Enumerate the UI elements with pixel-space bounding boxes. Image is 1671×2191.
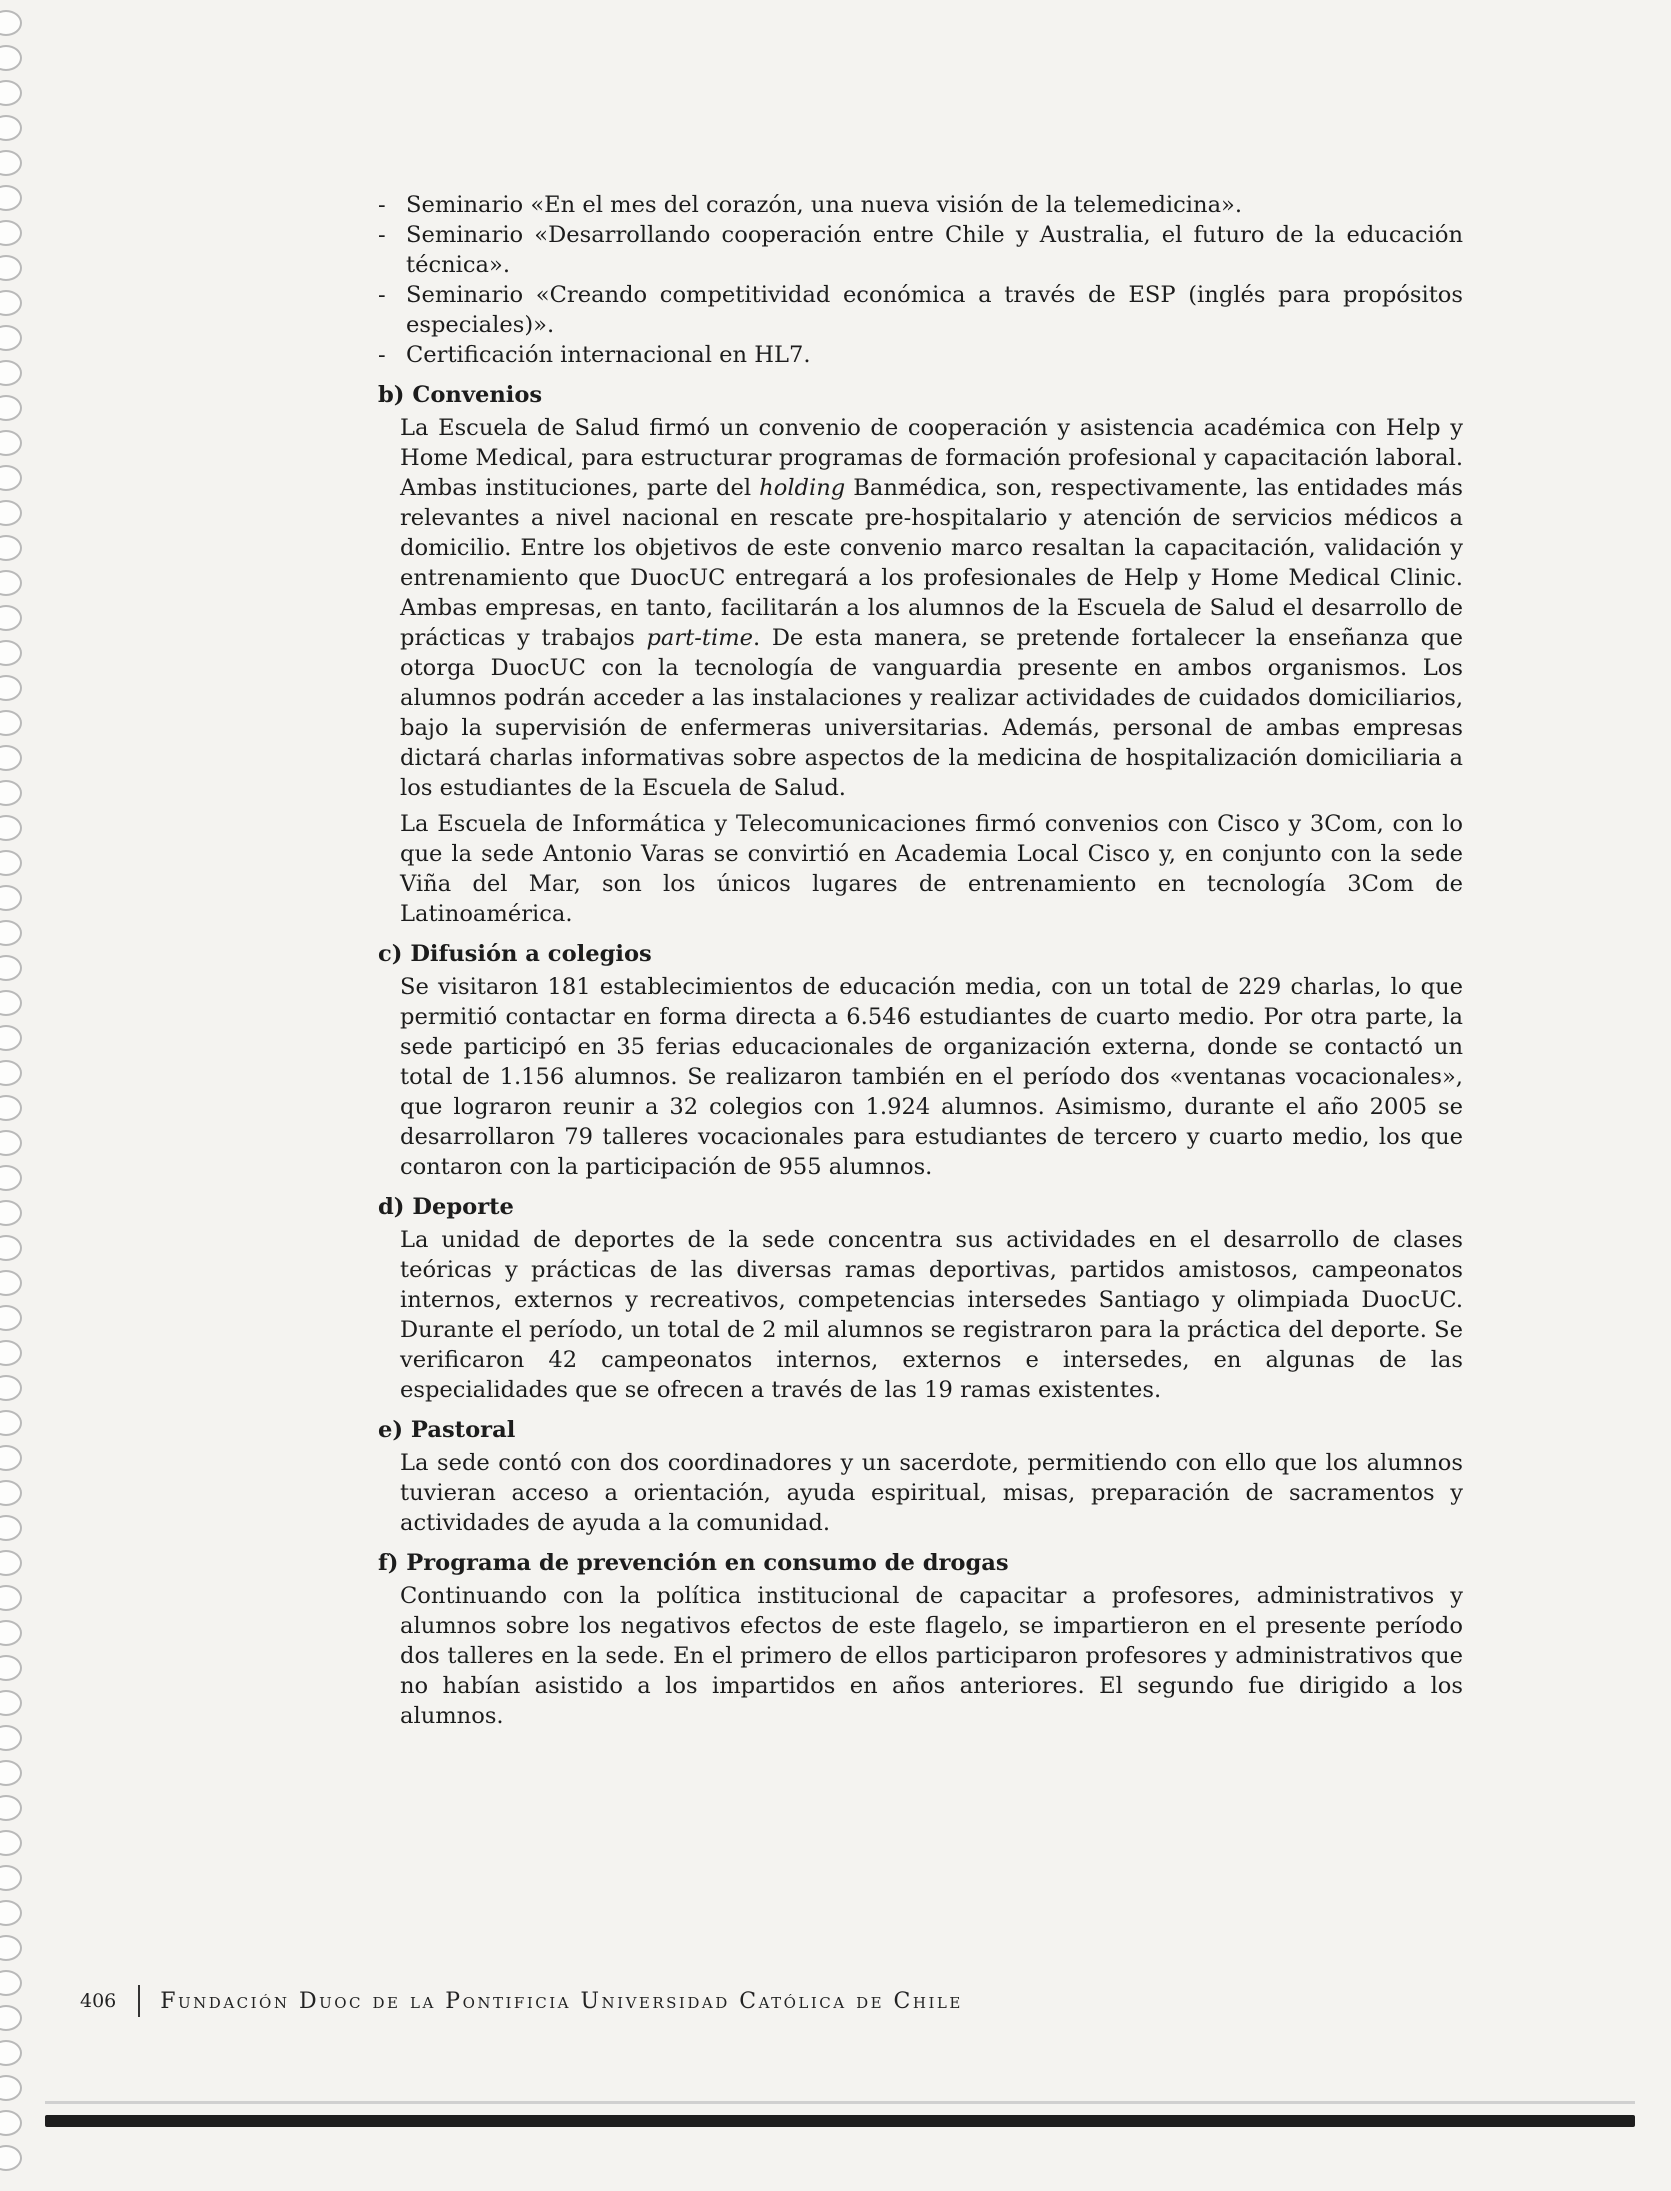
binding-hole bbox=[0, 1865, 22, 1891]
paragraph: Continuando con la política institucional de capacitar a profesores, administrativos y alumnos sobre los negativos efectos de este flagelo, se impartieron en el presente período dos talleres en la sede. En el primero de ellos participaron profesores y administrativos que no habían asistido a los impartidos en años anteriores. El segundo fue dirigido a los alumnos. bbox=[400, 1583, 1463, 1729]
binding-hole bbox=[0, 500, 22, 526]
binding-hole bbox=[0, 2005, 22, 2031]
binding-hole bbox=[0, 430, 22, 456]
paragraph: La Escuela de Informática y Telecomunicaciones firmó convenios con Cisco y 3Com, con lo que la sede Antonio Varas se convirtió en Academia Local Cisco y, en conjunto con la sede Viña del Mar, son los únicos lugares de entrenamiento en tecnología 3Com de Latinoamérica. bbox=[400, 811, 1463, 927]
section-convenios bbox=[378, 380, 1463, 929]
binding-hole bbox=[0, 2110, 22, 2136]
bottom-rule bbox=[45, 2115, 1635, 2127]
binding-hole bbox=[0, 1550, 22, 1576]
binding-hole bbox=[0, 1760, 22, 1786]
binding-hole bbox=[0, 255, 22, 281]
binding-hole bbox=[0, 1935, 22, 1961]
seminar-list bbox=[378, 190, 1463, 370]
binding-hole bbox=[0, 1200, 22, 1226]
footer-title: Fundación Duoc de la Pontificia Universidad Católica de Chile bbox=[160, 1988, 963, 2014]
binding-hole bbox=[0, 1480, 22, 1506]
binding-hole bbox=[0, 640, 22, 666]
binding-hole bbox=[0, 850, 22, 876]
binding-hole bbox=[0, 45, 22, 71]
binding-hole bbox=[0, 1900, 22, 1926]
binding-hole bbox=[0, 1585, 22, 1611]
paragraph: La Escuela de Salud firmó un convenio de cooperación y asistencia académica con Help y Home Medical, para estructurar programas de formación profesional y capacitación laboral. Ambas instituciones, parte del holding Banmédica, son, respectivamente, las entidades más relevantes a nivel nacional en rescate pre-hospitalario y atención de servicios médicos a domicilio. Entre los objetivos de este convenio marco resaltan la capacitación, validación y entrenamiento que DuocUC entregará a los profesionales de Help y Home Medical Clinic. Ambas empresas, en tanto, facilitarán a los alumnos de la Escuela de Salud el desarrollo de prácticas y trabajos part-time. De esta manera, se pretende fortalecer la enseñanza que otorga DuocUC con la tecnología de vanguardia presente en ambos organismos. Los alumnos podrán acceder a las instalaciones y realizar actividades de cuidados domiciliarios, bajo la supervisión de enfermeras universitarias. Además, personal de ambas empresas dictará charlas informativas sobre aspectos de la medicina de hospitalización domiciliaria a los estudiantes de la Escuela de Salud. bbox=[400, 415, 1463, 801]
footer-divider bbox=[138, 1985, 140, 2017]
spiral-binding bbox=[0, 10, 26, 2180]
binding-hole bbox=[0, 1690, 22, 1716]
binding-hole bbox=[0, 395, 22, 421]
binding-hole bbox=[0, 1655, 22, 1681]
binding-hole bbox=[0, 745, 22, 771]
binding-hole bbox=[0, 1725, 22, 1751]
bottom-rule-thin bbox=[45, 2101, 1635, 2104]
list-item: - Seminario «Creando competitividad económica a través de ESP (inglés para propósitos especiales)». bbox=[378, 280, 1463, 340]
binding-hole bbox=[0, 1235, 22, 1261]
binding-hole bbox=[0, 1410, 22, 1436]
binding-hole bbox=[0, 1970, 22, 1996]
list-item: - Certificación internacional en HL7. bbox=[378, 340, 1463, 370]
section-heading: c) Difusión a colegios bbox=[378, 941, 652, 967]
page-number: 406 bbox=[80, 1990, 117, 2012]
page-footer bbox=[80, 1985, 963, 2017]
binding-hole bbox=[0, 1060, 22, 1086]
binding-hole bbox=[0, 220, 22, 246]
binding-hole bbox=[0, 780, 22, 806]
paragraph: La unidad de deportes de la sede concentra sus actividades en el desarrollo de clases teóricas y prácticas de las diversas ramas deportivas, partidos amistosos, campeonatos internos, externos y recreativos, competencias intersedes Santiago y olimpiada DuocUC. Durante el período, un total de 2 mil alumnos se registraron para la práctica del deporte. Se verificaron 42 campeonatos internos, externos e intersedes, en algunas de las especialidades que se ofrecen a través de las 19 ramas existentes. bbox=[400, 1227, 1463, 1403]
section-deporte bbox=[378, 1192, 1463, 1405]
section-drogas bbox=[378, 1548, 1463, 1731]
binding-hole bbox=[0, 325, 22, 351]
binding-hole bbox=[0, 1795, 22, 1821]
binding-hole bbox=[0, 360, 22, 386]
binding-hole bbox=[0, 535, 22, 561]
binding-hole bbox=[0, 115, 22, 141]
section-heading: e) Pastoral bbox=[378, 1417, 516, 1443]
binding-hole bbox=[0, 465, 22, 491]
binding-hole bbox=[0, 1375, 22, 1401]
binding-hole bbox=[0, 570, 22, 596]
binding-hole bbox=[0, 1270, 22, 1296]
paragraph: Se visitaron 181 establecimientos de educación media, con un total de 229 charlas, lo que permitió contactar en forma directa a 6.546 estudiantes de cuarto medio. Por otra parte, la sede participó en 35 ferias educacionales de organización externa, donde se contactó un total de 1.156 alumnos. Se realizaron también en el período dos «ventanas vocacionales», que lograron reunir a 32 colegios con 1.924 alumnos. Asimismo, durante el año 2005 se desarrollaron 79 talleres vocacionales para estudiantes de tercero y cuarto medio, los que contaron con la participación de 955 alumnos. bbox=[400, 974, 1463, 1180]
list-item: - Seminario «Desarrollando cooperación entre Chile y Australia, el futuro de la educación técnica». bbox=[378, 220, 1463, 280]
section-heading: d) Deporte bbox=[378, 1194, 514, 1220]
binding-hole bbox=[0, 2075, 22, 2101]
binding-hole bbox=[0, 920, 22, 946]
binding-hole bbox=[0, 815, 22, 841]
main-content bbox=[378, 190, 1463, 1731]
binding-hole bbox=[0, 710, 22, 736]
section-heading: f) Programa de prevención en consumo de drogas bbox=[378, 1550, 1009, 1576]
binding-hole bbox=[0, 2040, 22, 2066]
binding-hole bbox=[0, 10, 22, 36]
section-heading: b) Convenios bbox=[378, 382, 543, 408]
binding-hole bbox=[0, 1130, 22, 1156]
binding-hole bbox=[0, 1025, 22, 1051]
binding-hole bbox=[0, 1305, 22, 1331]
binding-hole bbox=[0, 955, 22, 981]
binding-hole bbox=[0, 1620, 22, 1646]
binding-hole bbox=[0, 2145, 22, 2171]
section-pastoral bbox=[378, 1415, 1463, 1538]
paragraph: La sede contó con dos coordinadores y un sacerdote, permitiendo con ello que los alumnos tuvieran acceso a orientación, ayuda espiritual, misas, preparación de sacramentos y actividades de ayuda a la comunidad. bbox=[400, 1450, 1463, 1536]
binding-hole bbox=[0, 1095, 22, 1121]
binding-hole bbox=[0, 885, 22, 911]
list-item: - Seminario «En el mes del corazón, una nueva visión de la telemedicina». bbox=[378, 190, 1463, 220]
binding-hole bbox=[0, 990, 22, 1016]
binding-hole bbox=[0, 605, 22, 631]
binding-hole bbox=[0, 150, 22, 176]
binding-hole bbox=[0, 1830, 22, 1856]
binding-hole bbox=[0, 80, 22, 106]
binding-hole bbox=[0, 1445, 22, 1471]
binding-hole bbox=[0, 675, 22, 701]
binding-hole bbox=[0, 290, 22, 316]
binding-hole bbox=[0, 1165, 22, 1191]
binding-hole bbox=[0, 1340, 22, 1366]
binding-hole bbox=[0, 185, 22, 211]
binding-hole bbox=[0, 1515, 22, 1541]
section-difusion bbox=[378, 939, 1463, 1182]
